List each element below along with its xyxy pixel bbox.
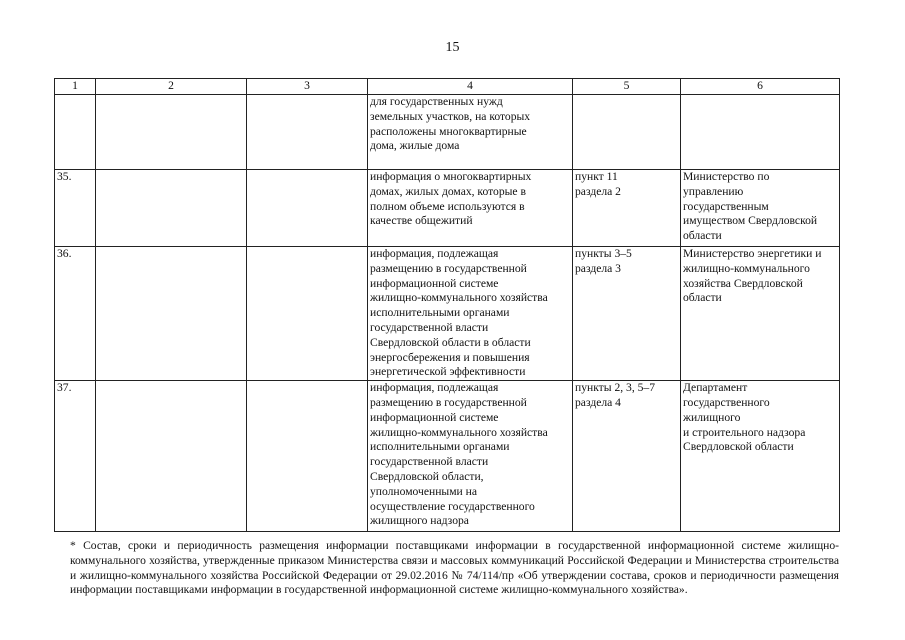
column-3-cell [247, 95, 368, 170]
organization-cell: Министерство по управлению государственным имуществом Свердловской области [681, 170, 840, 247]
info-cell: информация о многоквартирных домах, жилых домах, которые в полном объеме используются в качестве общежитий [368, 170, 573, 247]
column-2-cell [96, 95, 247, 170]
row-number-cell: 35. [55, 170, 96, 247]
organization-cell: Департамент государственного жилищного и строительного надзора Свердловской области [681, 381, 840, 532]
column-3-cell [247, 381, 368, 532]
column-3-cell [247, 170, 368, 247]
document-table [54, 78, 840, 532]
point-cell: пункты 3–5 раздела 3 [573, 247, 681, 381]
table-row [55, 381, 840, 532]
table-header-row [55, 79, 840, 95]
table-row [55, 95, 840, 170]
info-cell: информация, подлежащая размещению в государственной информационной системе жилищно-коммунального хозяйства исполнительными органами государственной власти Свердловской области, уполномоченными на осуществление государственного жилищного надзора [368, 381, 573, 532]
table-row [55, 170, 840, 247]
info-cell: информация, подлежащая размещению в государственной информационной системе жилищно-коммунального хозяйства исполнительными органами государственной власти Свердловской области в области энергосбережения и повышения энергетической эффективности [368, 247, 573, 381]
column-header-1: 1 [55, 79, 96, 95]
column-2-cell [96, 247, 247, 381]
column-header-5: 5 [573, 79, 681, 95]
column-3-cell [247, 247, 368, 381]
row-number-cell: 36. [55, 247, 96, 381]
row-number-cell: 37. [55, 381, 96, 532]
column-2-cell [96, 170, 247, 247]
column-header-3: 3 [247, 79, 368, 95]
column-header-4: 4 [368, 79, 573, 95]
row-number-cell [55, 95, 96, 170]
footnote: * Состав, сроки и периодичность размещения информации поставщиками информации в государственной информационной системе жилищно-коммунального хозяйства, утвержденные приказом Министерства связи и массовых коммуникаций Российской Федерации и Министерства строительства и жилищно-коммунального хозяйства Российской Федерации от 29.02.2016 № 74/114/пр «Об утверждении состава, сроков и периодичности размещения информации поставщиками информации в государственной информационной системе жилищно-коммунального хозяйства». [70, 539, 839, 597]
point-cell: пункты 2, 3, 5–7 раздела 4 [573, 381, 681, 532]
page-number: 15 [445, 40, 460, 55]
column-header-2: 2 [96, 79, 247, 95]
point-cell [573, 95, 681, 170]
column-2-cell [96, 381, 247, 532]
info-cell: для государственных нужд земельных участков, на которых расположены многоквартирные дома, жилые дома [368, 95, 573, 170]
point-cell: пункт 11 раздела 2 [573, 170, 681, 247]
organization-cell [681, 95, 840, 170]
table-row [55, 247, 840, 381]
organization-cell: Министерство энергетики и жилищно-коммунального хозяйства Свердловской области [681, 247, 840, 381]
column-header-6: 6 [681, 79, 840, 95]
